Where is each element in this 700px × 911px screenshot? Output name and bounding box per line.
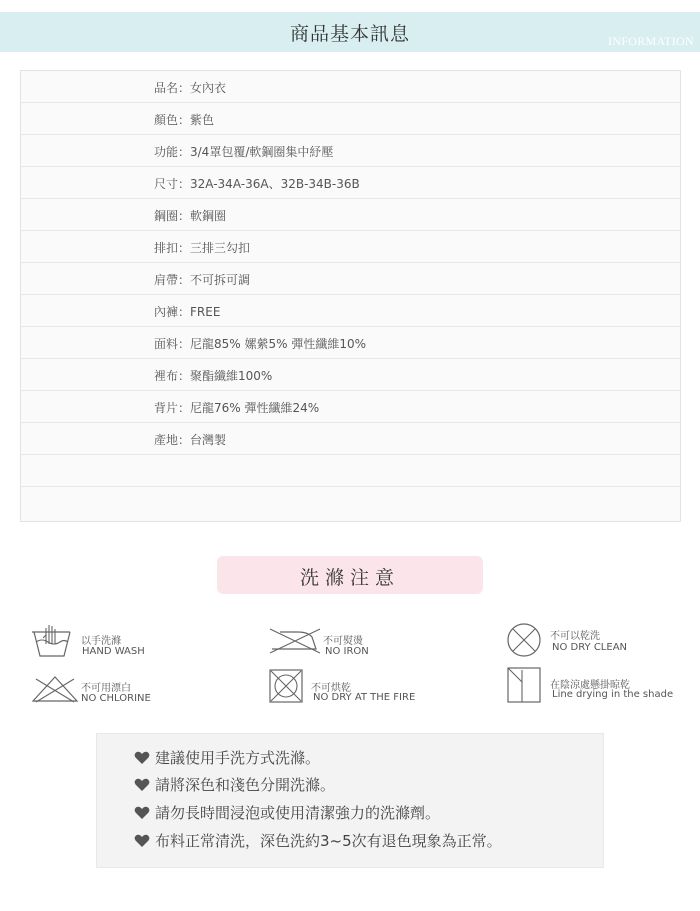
wash-note-text: 布料正常清洗，深色洗約3~5次有退色現象為正常。: [155, 832, 502, 850]
info-row-hooks: [21, 231, 680, 263]
care-label-en: Line drying in the shade: [552, 689, 674, 700]
line-dry-shade-icon: [506, 666, 542, 704]
care-label-zh: 在陰涼處懸掛晾乾: [550, 680, 630, 691]
info-row-panty: [21, 295, 680, 327]
info-header-subtitle: INFORMATION: [608, 34, 694, 48]
care-line-dry-shade: [506, 666, 676, 706]
info-row-label: 鋼圈：軟鋼圈: [154, 209, 227, 223]
info-row-label: 品名：女內衣: [154, 81, 227, 95]
heart-icon: [133, 806, 151, 820]
heart-icon: [133, 778, 151, 792]
no-tumble-dry-icon: [268, 668, 304, 704]
wash-note-item: [133, 774, 335, 798]
info-row-underwire: [21, 199, 680, 231]
info-row-function: [21, 135, 680, 167]
wash-note-text: 建議使用手洗方式洗滌。: [155, 749, 321, 767]
info-row-label: 顏色：紫色: [154, 113, 215, 127]
care-label-en: NO DRY AT THE FIRE: [313, 692, 416, 703]
wash-note-item: [133, 830, 502, 854]
info-row-label: 裡布：聚酯纖維100%: [154, 369, 273, 383]
care-label-zh: 以手洗滌: [81, 636, 121, 647]
info-row-straps: [21, 263, 680, 295]
hand-wash-icon: [30, 622, 78, 660]
no-iron-icon: [268, 627, 322, 655]
care-label-zh: 不可用漂白: [81, 683, 131, 694]
care-no-tumble-dry: [268, 668, 438, 706]
info-row-label: 面料：尼龍85% 嫘縈5% 彈性纖維10%: [154, 337, 367, 351]
care-label-en: NO CHLORINE: [81, 693, 151, 704]
wash-care-title: 洗滌注意: [299, 567, 400, 589]
info-row-label: 尺寸：32A-34A-36A、32B-34B-36B: [154, 177, 360, 191]
no-dry-clean-icon: [506, 622, 542, 658]
info-header-bar: [0, 12, 700, 52]
heart-icon: [133, 834, 151, 848]
info-row-size: [21, 167, 680, 199]
care-no-dry-clean: [506, 622, 666, 658]
care-label-zh: 不可以乾洗: [550, 631, 600, 642]
info-row-label: 肩帶：不可拆可調: [154, 273, 251, 287]
info-row-label: 排扣：三排三勾扣: [154, 241, 251, 255]
care-label-zh: 不可熨燙: [323, 636, 363, 647]
info-row-empty: [21, 455, 680, 487]
no-chlorine-icon: [30, 674, 80, 704]
info-row-origin: [21, 423, 680, 455]
info-row-color: [21, 103, 680, 135]
wash-note-text: 請將深色和淺色分開洗滌。: [155, 776, 336, 794]
info-row-label: 背片：尼龍76% 彈性纖維24%: [154, 401, 320, 415]
product-info-table: [20, 70, 681, 522]
care-hand-wash: [30, 622, 190, 662]
info-row-label: 內褲：FREE: [154, 305, 221, 319]
info-header-title: 商品基本訊息: [289, 23, 410, 45]
wash-note-item: [133, 802, 440, 826]
care-label-en: NO DRY CLEAN: [552, 642, 628, 653]
info-row-empty: [21, 487, 680, 519]
wash-note-text: 請勿長時間浸泡或使用清潔強力的洗滌劑。: [155, 804, 441, 822]
care-no-iron: [268, 627, 418, 661]
info-row-lining: [21, 359, 680, 391]
info-row-label: 功能：3/4罩包覆/軟鋼圈集中紓壓: [154, 145, 334, 159]
info-row-name: [21, 71, 680, 103]
heart-icon: [133, 751, 151, 765]
wash-notes-box: [96, 733, 604, 868]
wash-care-title-box: [217, 556, 483, 594]
info-row-label: 產地：台灣製: [154, 433, 227, 447]
care-label-en: HAND WASH: [82, 646, 145, 657]
wash-note-item: [133, 747, 320, 771]
care-label-zh: 不可烘乾: [311, 683, 351, 694]
care-no-chlorine: [30, 674, 190, 708]
care-label-en: NO IRON: [325, 646, 369, 657]
info-row-fabric: [21, 327, 680, 359]
info-row-back-panel: [21, 391, 680, 423]
